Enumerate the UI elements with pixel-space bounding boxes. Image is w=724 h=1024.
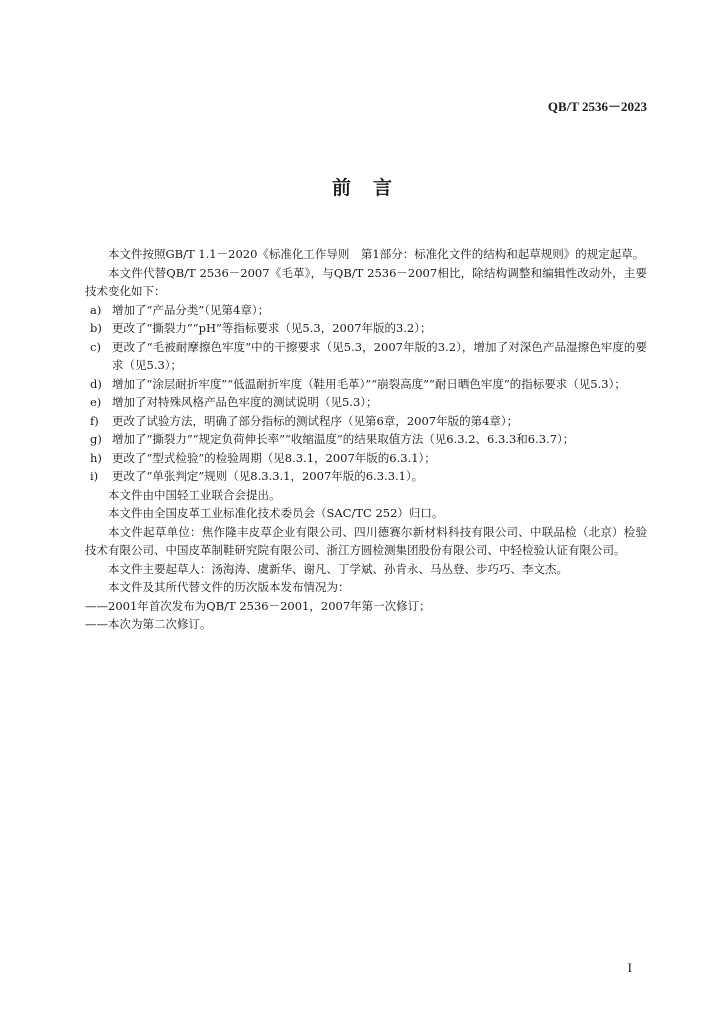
history-item: ——本次为第二次修订。	[85, 617, 212, 631]
list-item	[85, 393, 647, 412]
list-item	[85, 338, 647, 375]
paragraph-history-intro: 本文件及其所代替文件的历次版本发布情况为：	[108, 580, 350, 594]
list-item	[85, 319, 647, 338]
list-item-text: 增加了“产品分类”（见第4章）；	[112, 302, 270, 317]
list-item-text: 更改了“单张判定”规则（见8.3.3.1，2007年版的6.3.3.1）。	[112, 469, 424, 483]
list-item-label: c)	[90, 339, 101, 354]
changes-list	[85, 301, 647, 486]
list-item-text: 更改了“型式检验”的检验周期（见8.3.1，2007年版的6.3.1）；	[112, 450, 436, 465]
paragraph-managed-by: 本文件由全国皮革工业标准化技术委员会（SAC/TC 252）归口。	[108, 506, 444, 520]
list-item-text: 增加了对特殊风格产品色牢度的测试说明（见5.3）；	[112, 395, 378, 409]
page-number: I	[627, 960, 632, 975]
list-item	[85, 301, 647, 320]
list-item-label: d)	[90, 376, 102, 391]
paragraph-drafters: 本文件主要起草人：汤海涛、虞新华、谢凡、丁学斌、孙肯永、马丛登、步巧巧、李文杰。	[108, 561, 568, 576]
list-item-text: 增加了“撕裂力”“规定负荷伸长率”“收缩温度”的结果取值方法（见6.3.2、6.3.3和6.3.7）；	[112, 432, 575, 446]
page-title: 前言	[331, 177, 414, 199]
list-item	[85, 375, 647, 394]
list-item-text: 增加了“涂层耐折牢度”“低温耐折牢度（鞋用毛革）”“崩裂高度”“耐日晒色牢度”的指标要求（见5.3）；	[112, 376, 626, 391]
list-item-label: f)	[90, 413, 99, 428]
list-item	[85, 430, 647, 449]
paragraph-drafting-rules: 本文件按照GB/T 1.1－2020《标准化工作导则 第1部分：标准化文件的结构和起草规则》的规定起草。	[108, 247, 645, 261]
history-item: ——2001年首次发布为QB/T 2536－2001，2007年第一次修订；	[85, 598, 431, 613]
standard-number: QB/T 2536－2023	[547, 99, 647, 114]
paragraph-proposed-by: 本文件由中国轻工业联合会提出。	[108, 487, 281, 502]
list-item-label: i)	[90, 469, 99, 483]
foreword-body	[85, 245, 647, 634]
list-item-label: g)	[90, 432, 102, 446]
list-item-text: 更改了“毛被耐摩擦色牢度”中的干擦要求（见5.3，2007年版的3.2），增加了对深色产品湿擦色牢度的要求（见5.3）；	[112, 339, 647, 372]
list-item	[85, 449, 647, 468]
list-item-label: a)	[90, 302, 102, 317]
paragraph-drafting-units: 本文件起草单位：焦作隆丰皮草企业有限公司、四川德赛尔新材料科技有限公司、中联品检（北京）检验技术有限公司、中国皮革制鞋研究院有限公司、浙江方圆检测集团股份有限公司、中轻检验认证有限公司。	[85, 524, 647, 557]
list-item-label: b)	[90, 321, 102, 335]
list-item-label: h)	[90, 450, 102, 465]
paragraph-replacement: 本文件代替QB/T 2536－2007《毛革》，与QB/T 2536－2007相比，除结构调整和编辑性改动外，主要技术变化如下：	[85, 265, 647, 298]
list-item-text: 更改了“撕裂力”“pH”等指标要求（见5.3，2007年版的3.2）；	[112, 321, 432, 335]
list-item	[85, 412, 647, 431]
list-item	[85, 467, 647, 486]
list-item-label: e)	[90, 395, 102, 409]
list-item-text: 更改了试验方法，明确了部分指标的测试程序（见第6章，2007年版的第4章）；	[112, 413, 519, 428]
